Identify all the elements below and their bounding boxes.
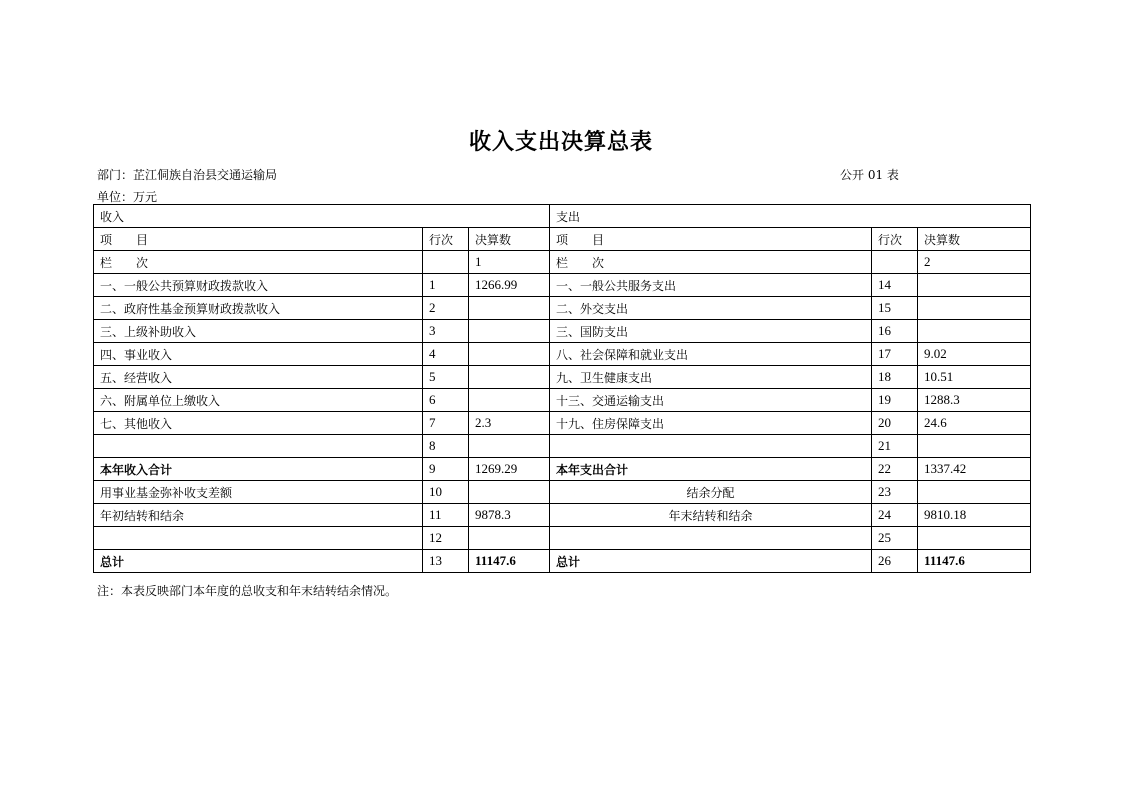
income-item: 七、其他收入 — [94, 412, 423, 435]
expense-row-no: 17 — [872, 343, 918, 366]
income-row-no: 8 — [423, 435, 469, 458]
column-number-row — [94, 251, 1031, 274]
table-row — [94, 481, 1031, 504]
year-total-row — [94, 458, 1031, 481]
income-header: 收入 — [94, 205, 550, 228]
income-amount — [469, 366, 550, 389]
expense-row-no: 16 — [872, 320, 918, 343]
income-grand-total-label: 总计 — [94, 550, 423, 573]
income-row-no-header: 行次 — [423, 228, 469, 251]
expense-item: 八、社会保障和就业支出 — [550, 343, 872, 366]
expense-row-no: 26 — [872, 550, 918, 573]
expense-row-no: 22 — [872, 458, 918, 481]
table-row — [94, 412, 1031, 435]
expense-item: 十三、交通运输支出 — [550, 389, 872, 412]
income-item: 一、一般公共预算财政拨款收入 — [94, 274, 423, 297]
expense-amount-header: 决算数 — [918, 228, 1031, 251]
expense-row-no: 14 — [872, 274, 918, 297]
table-row — [94, 320, 1031, 343]
income-item — [94, 527, 423, 550]
income-amount: 9878.3 — [469, 504, 550, 527]
expense-header: 支出 — [550, 205, 1031, 228]
table-row — [94, 274, 1031, 297]
income-row-no: 4 — [423, 343, 469, 366]
table-row — [94, 527, 1031, 550]
table-row — [94, 343, 1031, 366]
expense-item: 三、国防支出 — [550, 320, 872, 343]
expense-amount — [918, 297, 1031, 320]
expense-item-header: 项 目 — [550, 228, 872, 251]
expense-item: 十九、住房保障支出 — [550, 412, 872, 435]
expense-amount — [918, 527, 1031, 550]
grand-total-row — [94, 550, 1031, 573]
department-label: 部门：芷江侗族自治县交通运输局 — [97, 168, 278, 182]
expense-amount — [918, 435, 1031, 458]
page-title: 收入支出决算总表 — [468, 130, 653, 155]
expense-amount: 24.6 — [918, 412, 1031, 435]
income-row-no: 10 — [423, 481, 469, 504]
income-amount — [469, 435, 550, 458]
table-row — [94, 366, 1031, 389]
income-row-no: 3 — [423, 320, 469, 343]
income-year-total-label: 本年收入合计 — [94, 458, 423, 481]
expense-row-no: 18 — [872, 366, 918, 389]
expense-item: 年末结转和结余 — [550, 504, 872, 527]
expense-row-no: 25 — [872, 527, 918, 550]
expense-row-no: 23 — [872, 481, 918, 504]
income-item: 年初结转和结余 — [94, 504, 423, 527]
expense-amount: 1288.3 — [918, 389, 1031, 412]
expense-item: 二、外交支出 — [550, 297, 872, 320]
table-row — [94, 504, 1031, 527]
income-grand-total-amount: 11147.6 — [469, 550, 550, 573]
expense-amount — [918, 274, 1031, 297]
income-row-no: 12 — [423, 527, 469, 550]
income-amount: 1266.99 — [469, 274, 550, 297]
income-item-header: 项 目 — [94, 228, 423, 251]
income-item: 四、事业收入 — [94, 343, 423, 366]
income-amount — [469, 481, 550, 504]
expense-year-total-amount: 1337.42 — [918, 458, 1031, 481]
table-row — [94, 297, 1031, 320]
income-item: 五、经营收入 — [94, 366, 423, 389]
expense-grand-total-amount: 11147.6 — [918, 550, 1031, 573]
section-header-row — [94, 205, 1031, 228]
column-header-row — [94, 228, 1031, 251]
income-row-no: 13 — [423, 550, 469, 573]
income-row-no: 6 — [423, 389, 469, 412]
expense-col-number: 2 — [918, 251, 1031, 274]
income-row-no: 2 — [423, 297, 469, 320]
income-item: 三、上级补助收入 — [94, 320, 423, 343]
income-item: 二、政府性基金预算财政拨款收入 — [94, 297, 423, 320]
income-amount — [469, 320, 550, 343]
income-row-no: 11 — [423, 504, 469, 527]
income-item — [94, 435, 423, 458]
expense-amount — [918, 320, 1031, 343]
expense-item: 九、卫生健康支出 — [550, 366, 872, 389]
empty-cell — [872, 251, 918, 274]
expense-row-no: 20 — [872, 412, 918, 435]
income-amount: 2.3 — [469, 412, 550, 435]
expense-row-no: 24 — [872, 504, 918, 527]
income-item: 用事业基金弥补收支差额 — [94, 481, 423, 504]
income-amount — [469, 297, 550, 320]
unit-label: 单位：万元 — [97, 190, 158, 204]
income-amount-header: 决算数 — [469, 228, 550, 251]
expense-row-no: 21 — [872, 435, 918, 458]
expense-item: 结余分配 — [550, 481, 872, 504]
expense-year-total-label: 本年支出合计 — [550, 458, 872, 481]
expense-amount: 9810.18 — [918, 504, 1031, 527]
expense-item — [550, 435, 872, 458]
income-col-number: 1 — [469, 251, 550, 274]
income-row-no: 1 — [423, 274, 469, 297]
footnote: 注：本表反映部门本年度的总收支和年末结转结余情况。 — [97, 584, 398, 598]
expense-grand-total-label: 总计 — [550, 550, 872, 573]
expense-amount — [918, 481, 1031, 504]
expense-item — [550, 527, 872, 550]
income-amount — [469, 389, 550, 412]
expense-row-no: 19 — [872, 389, 918, 412]
income-amount — [469, 343, 550, 366]
expense-label-cell: 栏 次 — [550, 251, 872, 274]
empty-cell — [423, 251, 469, 274]
income-label-cell: 栏 次 — [94, 251, 423, 274]
table-row — [94, 389, 1031, 412]
table-code-label: 公开 01 表 — [840, 168, 899, 182]
income-row-no: 5 — [423, 366, 469, 389]
income-row-no: 7 — [423, 412, 469, 435]
expense-item: 一、一般公共服务支出 — [550, 274, 872, 297]
income-expense-table — [93, 204, 1031, 573]
income-year-total-amount: 1269.29 — [469, 458, 550, 481]
table-row — [94, 435, 1031, 458]
expense-row-no-header: 行次 — [872, 228, 918, 251]
expense-amount: 9.02 — [918, 343, 1031, 366]
income-amount — [469, 527, 550, 550]
income-item: 六、附属单位上缴收入 — [94, 389, 423, 412]
expense-row-no: 15 — [872, 297, 918, 320]
expense-amount: 10.51 — [918, 366, 1031, 389]
income-row-no: 9 — [423, 458, 469, 481]
